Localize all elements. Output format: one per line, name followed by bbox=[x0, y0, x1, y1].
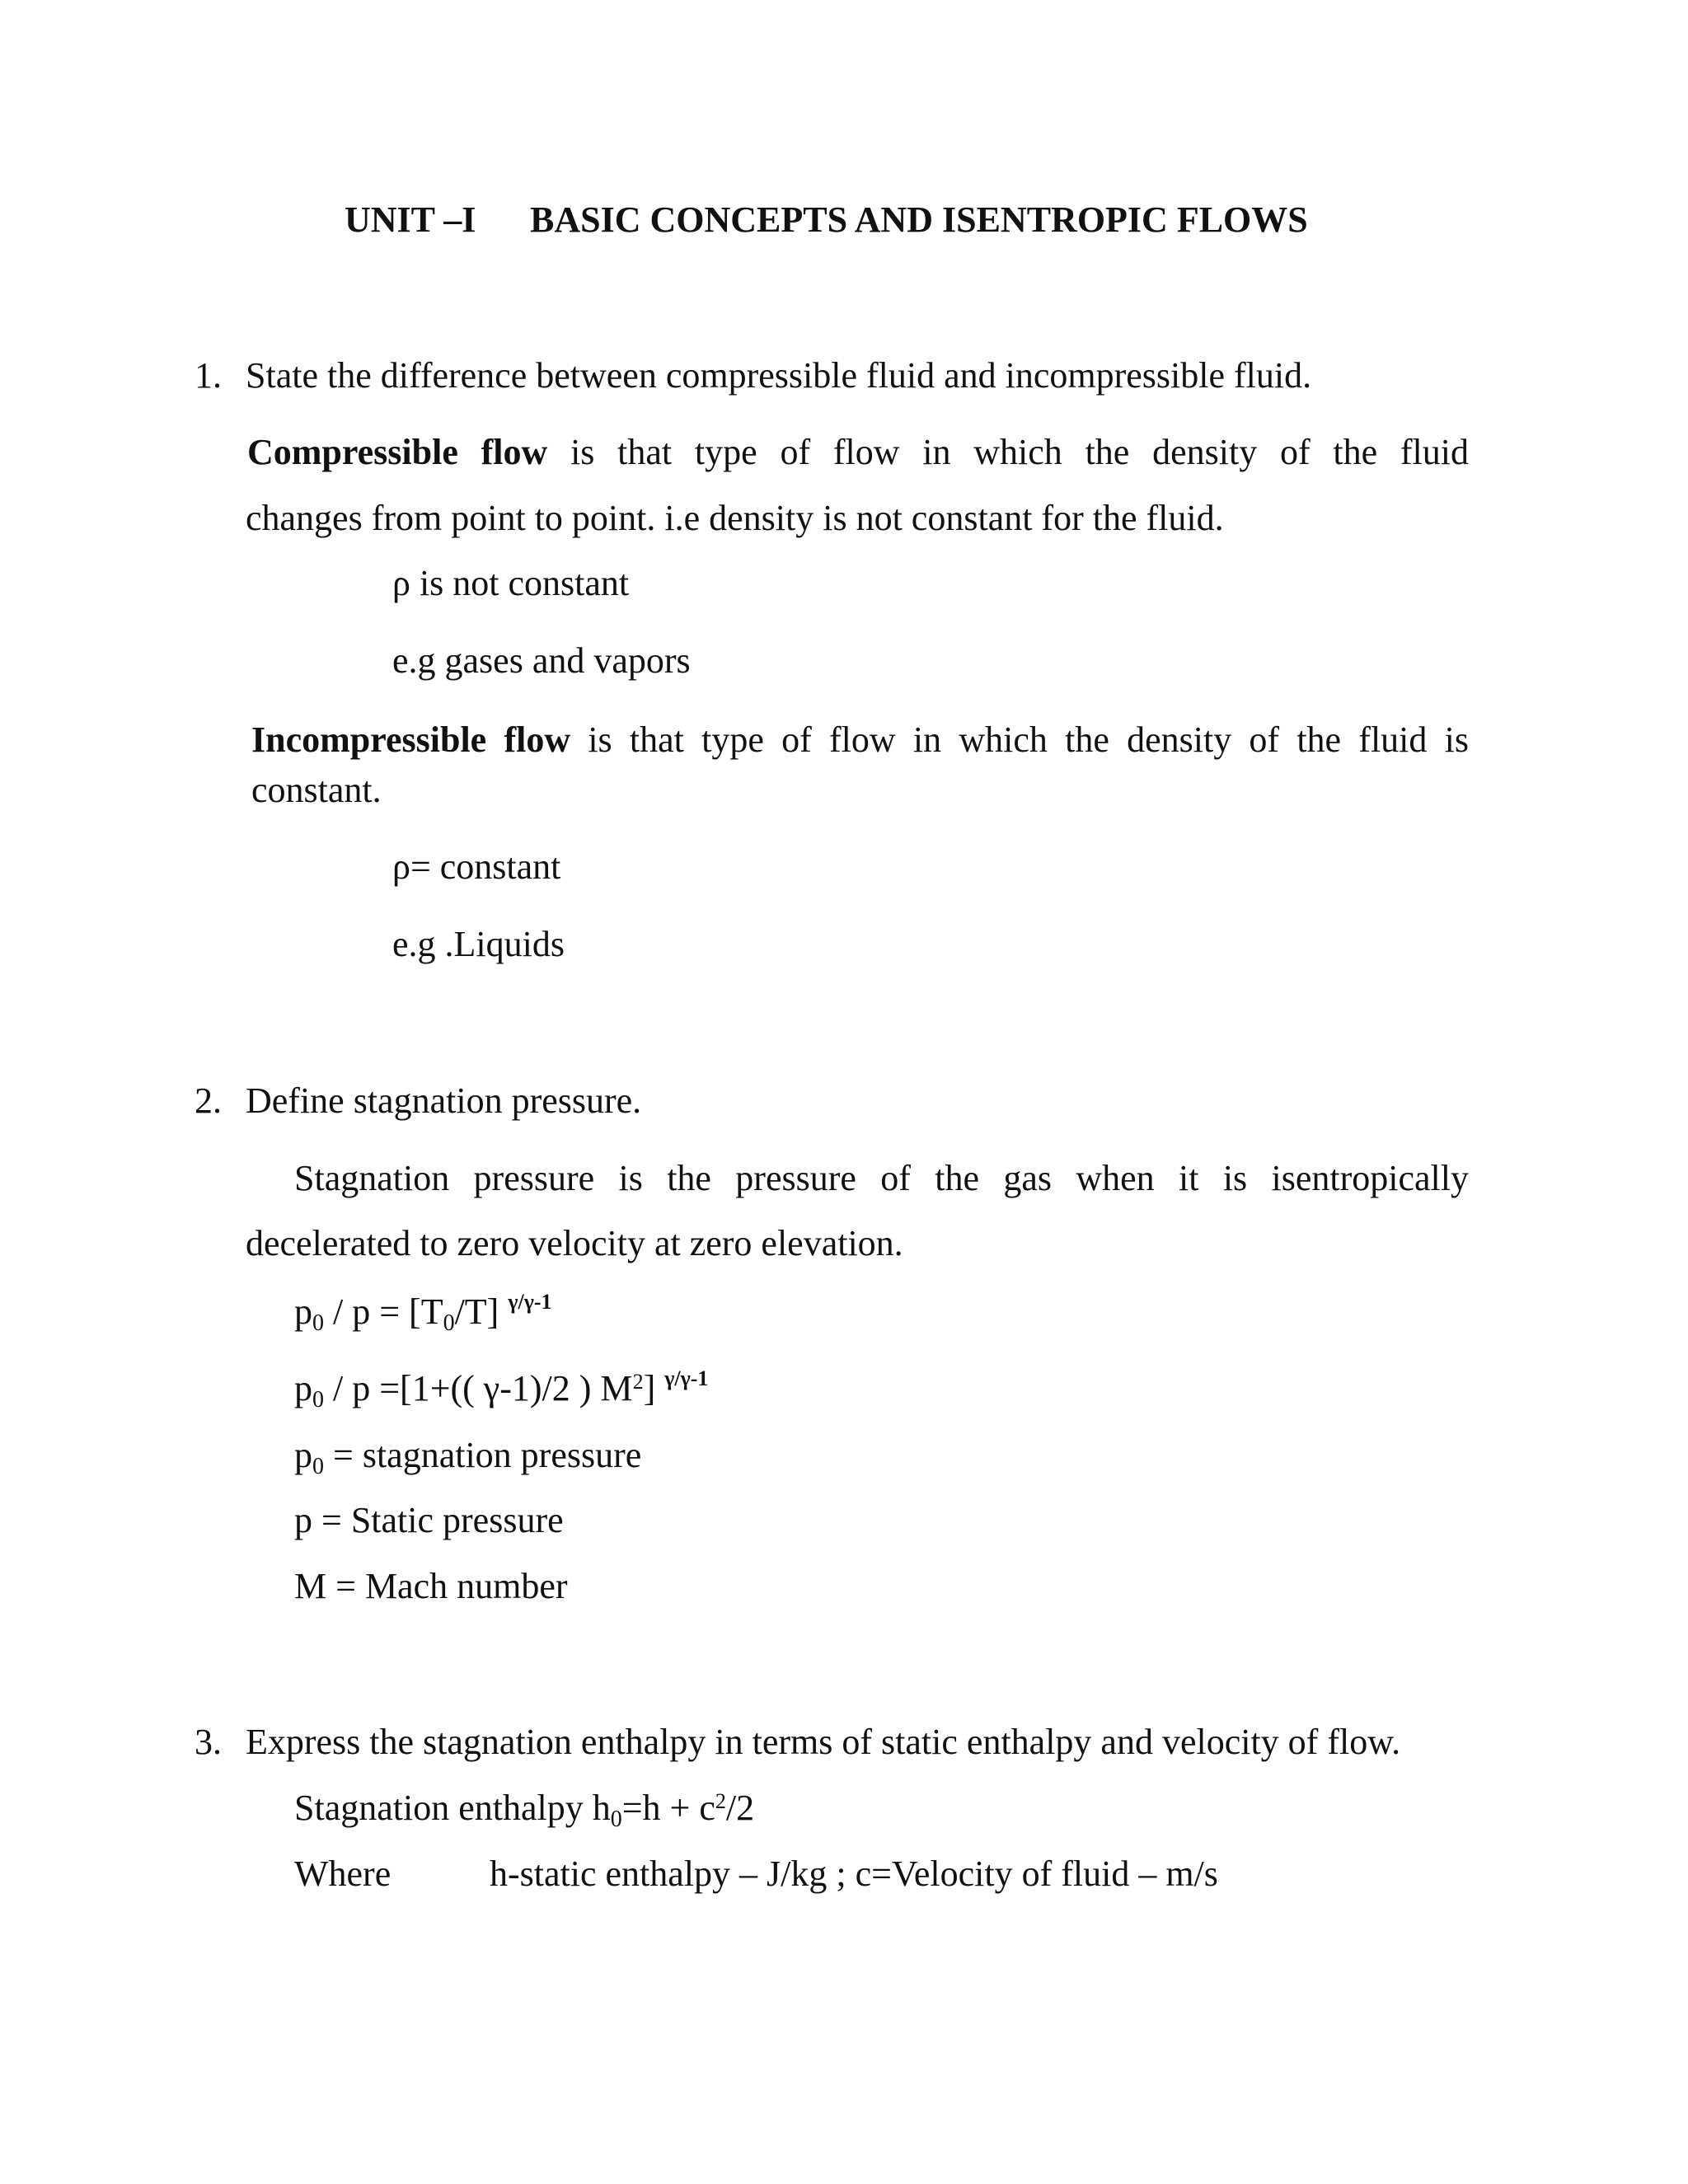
incompressible-definition-text: is that type of flow in which the density of the fluid is bbox=[588, 719, 1469, 760]
question-1-text: State the difference between compressible fluid and incompressible fluid. bbox=[246, 355, 1312, 396]
def-p0-text: = stagnation pressure bbox=[324, 1435, 642, 1475]
stagnation-definition-line-1: Stagnation pressure is the pressure of the gas when it is isentropically bbox=[294, 1158, 1469, 1198]
incompressible-definition-line-2: constant. bbox=[251, 770, 382, 810]
question-2-text: Define stagnation pressure. bbox=[246, 1080, 642, 1121]
unit-label: UNIT –I bbox=[345, 199, 476, 240]
equation-stagnation-enthalpy bbox=[294, 1788, 755, 1832]
incompressible-definition-line-1 bbox=[251, 719, 1469, 760]
eq3-mid: =h + c bbox=[621, 1788, 715, 1828]
eq2-square: 2 bbox=[632, 1370, 644, 1394]
eq2-subscript: 0 bbox=[312, 1387, 324, 1413]
eq3-square: 2 bbox=[715, 1789, 726, 1813]
eq2-mid: / p =[1+(( γ-1)/2 ) M bbox=[324, 1368, 633, 1408]
eq1-subscript: 0 bbox=[312, 1310, 324, 1336]
incompressible-flow-term: Incompressible flow bbox=[251, 719, 571, 760]
compressible-definition-text: is that type of flow in which the density of the fluid bbox=[570, 432, 1469, 472]
def-p0-p: p bbox=[294, 1435, 312, 1475]
eq1-subscript-2: 0 bbox=[443, 1310, 455, 1336]
where-label: Where bbox=[294, 1854, 392, 1894]
definition-stagnation-pressure bbox=[294, 1435, 642, 1479]
example-gases: e.g gases and vapors bbox=[392, 640, 691, 681]
eq1-p: p bbox=[294, 1291, 312, 1332]
eq2-end: ] bbox=[643, 1368, 665, 1408]
definition-mach-number: M = Mach number bbox=[294, 1566, 568, 1606]
question-3-text: Express the stagnation enthalpy in terms of static enthalpy and velocity of flow. bbox=[246, 1722, 1401, 1762]
question-2-number: 2. bbox=[195, 1080, 222, 1121]
definition-static-pressure: p = Static pressure bbox=[294, 1500, 564, 1540]
question-1-number: 1. bbox=[195, 355, 222, 396]
question-3-number: 3. bbox=[195, 1722, 222, 1762]
equation-pressure-mach bbox=[294, 1366, 709, 1413]
compressible-definition-line-1 bbox=[247, 434, 1469, 471]
stagnation-definition-line-2: decelerated to zero velocity at zero elevation. bbox=[246, 1223, 903, 1263]
eq3-subscript: 0 bbox=[610, 1807, 622, 1832]
compressible-flow-term: Compressible flow bbox=[247, 432, 548, 472]
equation-pressure-temperature bbox=[294, 1290, 552, 1336]
eq2-exponent: γ/γ-1 bbox=[664, 1366, 709, 1390]
rho-constant: ρ= constant bbox=[392, 846, 561, 887]
compressible-definition-line-2: changes from point to point. i.e density is not constant for the fluid. bbox=[246, 498, 1224, 538]
eq2-p: p bbox=[294, 1368, 312, 1408]
eq3-start: Stagnation enthalpy h bbox=[294, 1788, 611, 1828]
eq3-end: /2 bbox=[725, 1788, 755, 1828]
eq1-exponent: γ/γ-1 bbox=[508, 1290, 552, 1314]
example-liquids: e.g .Liquids bbox=[392, 924, 565, 964]
def-p0-subscript: 0 bbox=[312, 1454, 324, 1479]
where-definitions: h-static enthalpy – J/kg ; c=Velocity of fluid – m/s bbox=[490, 1854, 1218, 1894]
rho-not-constant: ρ is not constant bbox=[392, 563, 630, 603]
page-title: BASIC CONCEPTS AND ISENTROPIC FLOWS bbox=[530, 199, 1308, 240]
eq1-mid: / p = [T bbox=[324, 1291, 443, 1332]
eq1-end: /T] bbox=[454, 1291, 509, 1332]
